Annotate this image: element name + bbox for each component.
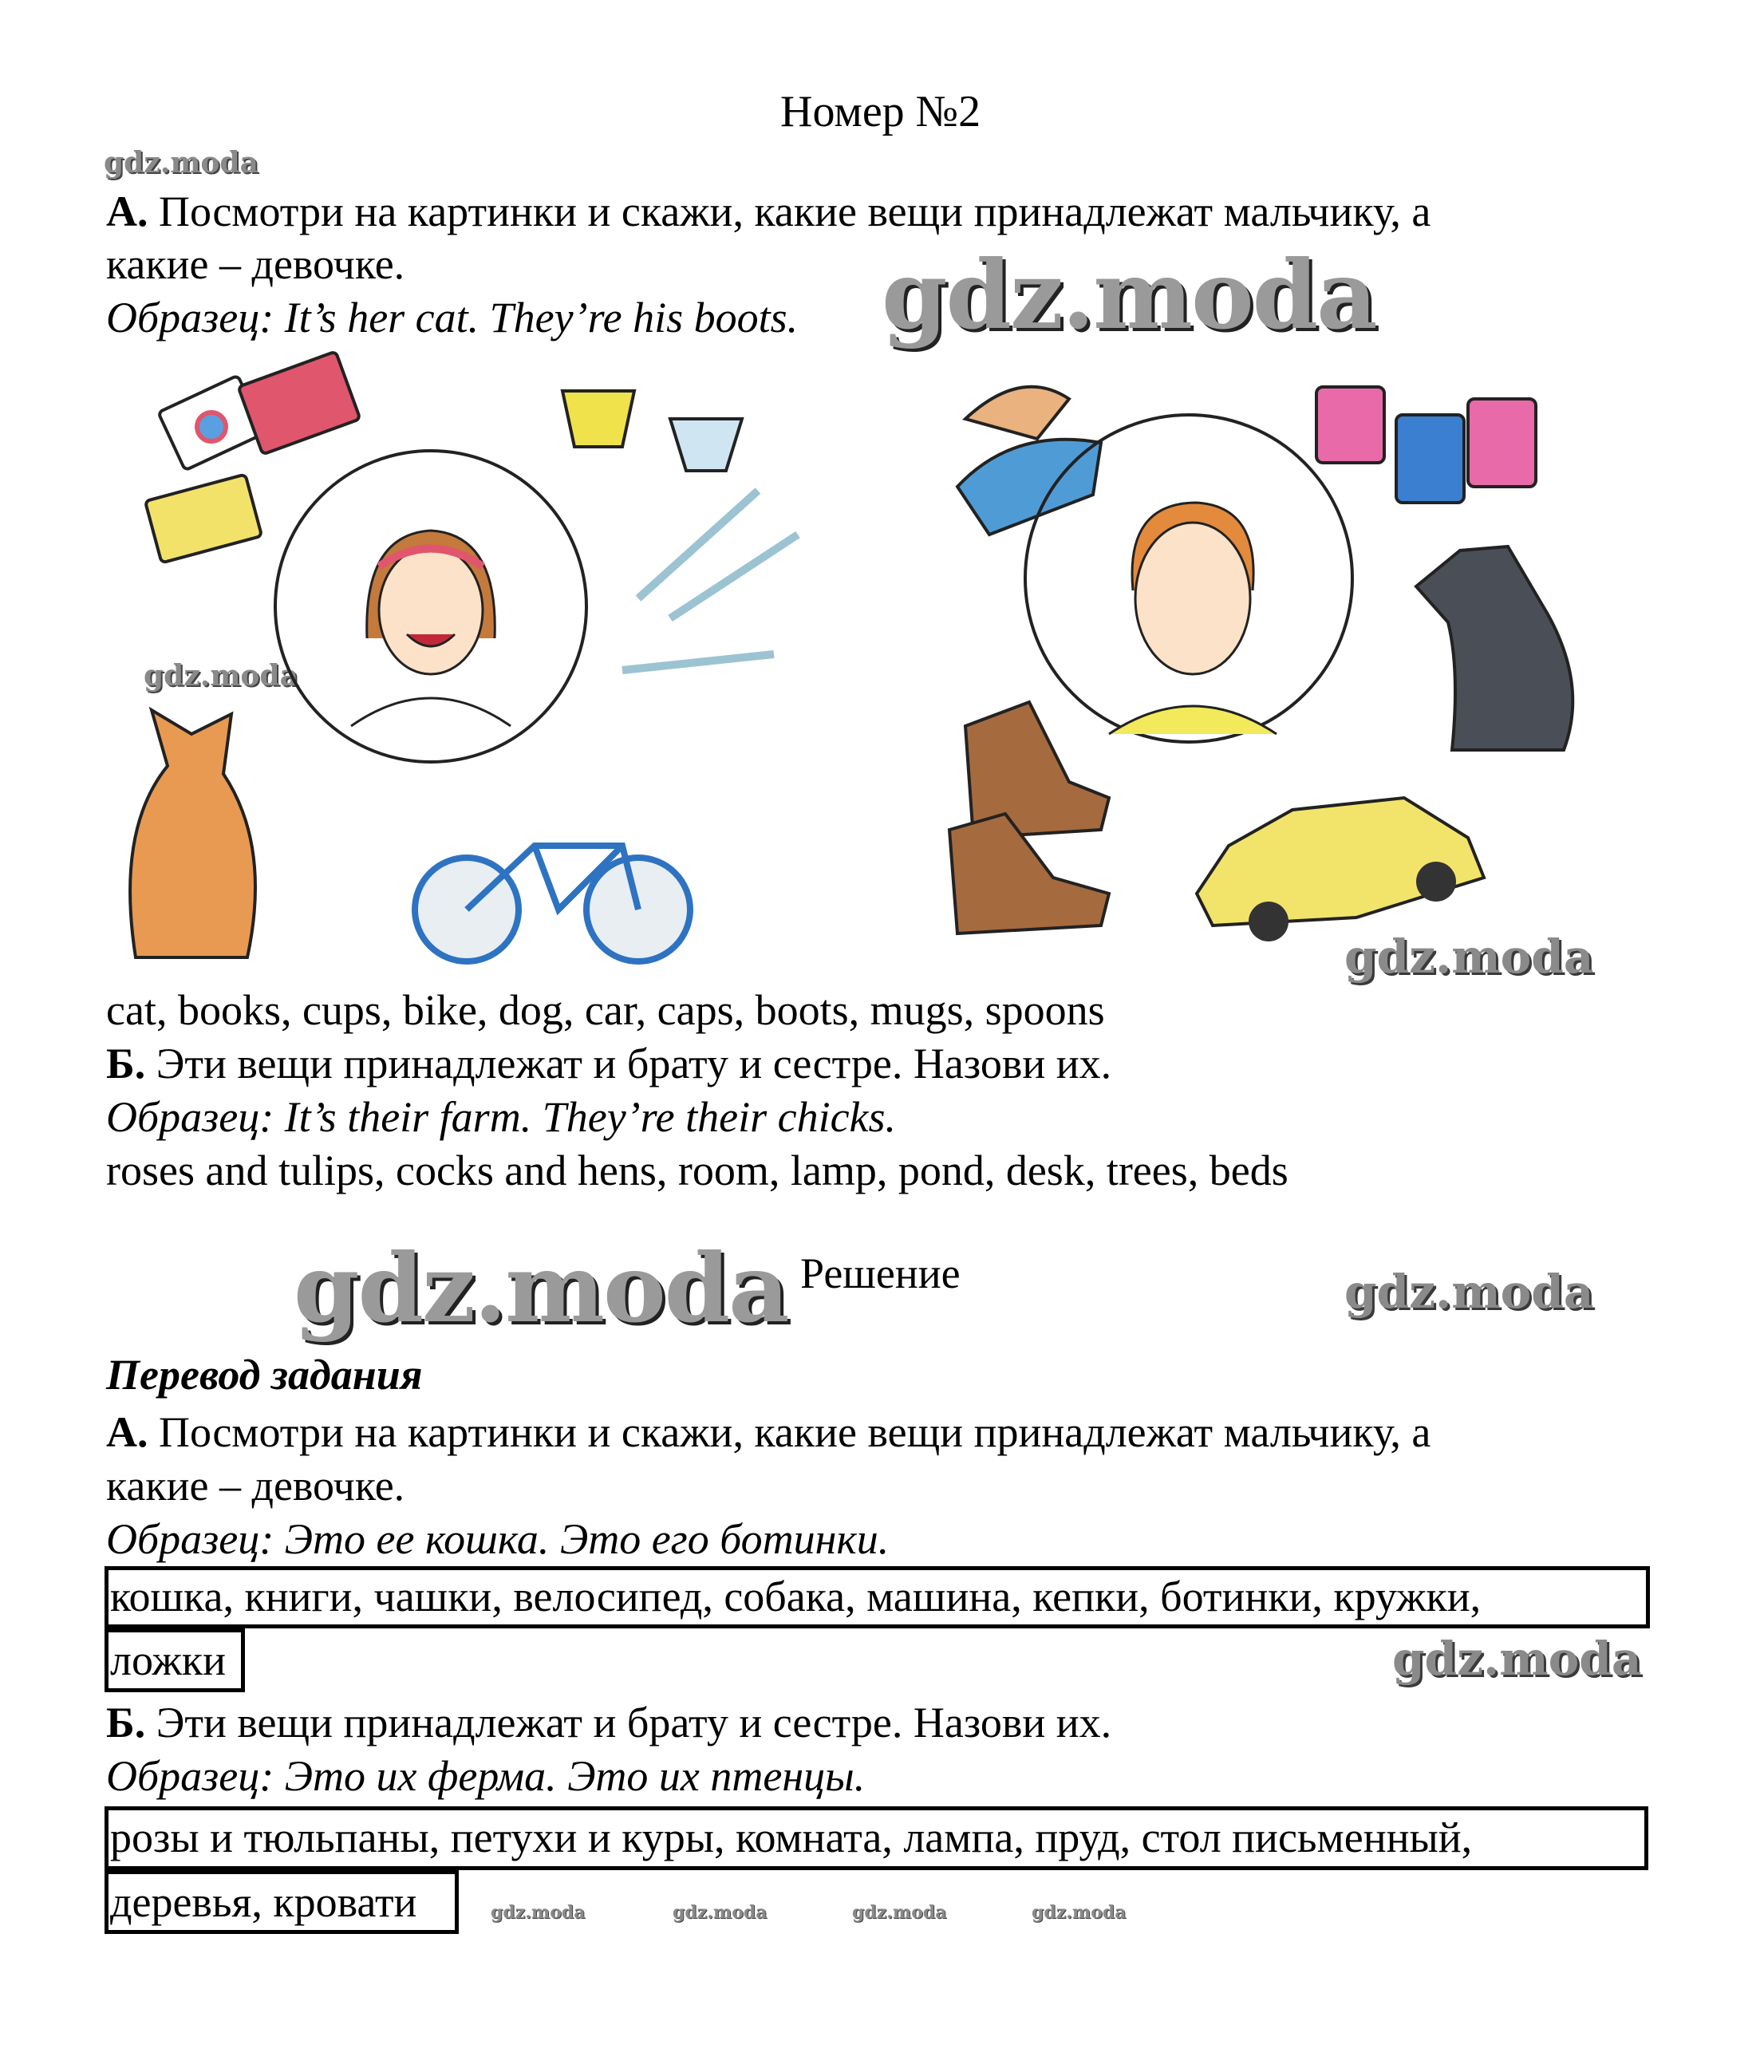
solution-a-label: А. xyxy=(106,1408,148,1456)
solution-b-answer-line2: деревья, кровати xyxy=(105,1870,459,1934)
task-b-text: Эти вещи принадлежат и брату и сестре. Назови их. xyxy=(156,1040,1112,1087)
watermark: gdz.moda xyxy=(1344,1265,1594,1319)
books-illustration xyxy=(145,351,361,562)
watermark: gdz.moda xyxy=(491,1902,586,1923)
solution-b-sample: Образец: Это их ферма. Это их птенцы. xyxy=(106,1752,866,1800)
solution-a-sample: Образец: Это ее кошка. Это его ботинки. xyxy=(106,1515,890,1563)
watermark: gdz.moda xyxy=(882,239,1376,350)
page-title: Номер №2 xyxy=(780,87,981,136)
task-b-sample: Образец: It’s their farm. They’re their chicks. xyxy=(106,1093,897,1141)
cups-illustration xyxy=(562,391,742,471)
caps-illustration xyxy=(957,387,1101,535)
task-b-line xyxy=(106,1037,1111,1090)
task-a-line1 xyxy=(106,185,1431,238)
dog-illustration xyxy=(1416,547,1573,750)
boy-portrait xyxy=(1109,503,1277,734)
watermark: gdz.moda xyxy=(1392,1632,1642,1686)
watermark: gdz.moda xyxy=(294,1233,788,1344)
watermark: gdz.moda xyxy=(144,659,298,693)
spoons-illustration xyxy=(622,491,798,670)
task-a-line2: какие – девочке. xyxy=(106,240,405,288)
solution-a-answer-line1: кошка, книги, чашки, велосипед, собака, машина, кепки, ботинки, кружки, xyxy=(105,1566,1650,1628)
watermark: gdz.moda xyxy=(104,146,258,180)
bike-illustration xyxy=(415,846,690,961)
task-b-label: Б. xyxy=(106,1040,146,1087)
boots-illustration xyxy=(949,702,1109,933)
girl-portrait xyxy=(351,531,511,726)
watermark: gdz.moda xyxy=(1344,929,1594,984)
watermark: gdz.moda xyxy=(673,1902,768,1923)
solution-a-line1 xyxy=(106,1406,1431,1458)
mugs-illustration xyxy=(1316,387,1536,503)
solution-heading: Решение xyxy=(800,1249,961,1297)
solution-b-label: Б. xyxy=(106,1699,146,1746)
task-a-text: Посмотри на картинки и скажи, какие вещи принадлежат мальчику, а xyxy=(159,187,1431,235)
watermark: gdz.moda xyxy=(852,1902,947,1923)
task-a-label: А. xyxy=(106,187,148,235)
watermark: gdz.moda xyxy=(1032,1902,1127,1923)
solution-a-answer-line2: ложки xyxy=(105,1628,245,1692)
translation-heading: Перевод задания xyxy=(106,1351,423,1399)
solution-b-line xyxy=(106,1696,1111,1749)
cat-illustration xyxy=(130,710,255,957)
task-a-sample: Образец: It’s her cat. They’re his boots. xyxy=(106,294,799,341)
task-a-words: cat, books, cups, bike, dog, car, caps, boots, mugs, spoons xyxy=(106,986,1105,1034)
task-b-words: roses and tulips, cocks and hens, room, lamp, pond, desk, trees, beds xyxy=(106,1147,1288,1194)
solution-a-line2: какие – девочке. xyxy=(106,1462,405,1510)
solution-b-answer-line1: розы и тюльпаны, петухи и куры, комната, лампа, пруд, стол письменный, xyxy=(105,1806,1648,1870)
car-illustration xyxy=(1197,798,1484,941)
illustration xyxy=(112,351,1612,981)
solution-b-text: Эти вещи принадлежат и брату и сестре. Назови их. xyxy=(156,1699,1112,1746)
solution-a-text: Посмотри на картинки и скажи, какие вещи принадлежат мальчику, а xyxy=(159,1408,1431,1456)
